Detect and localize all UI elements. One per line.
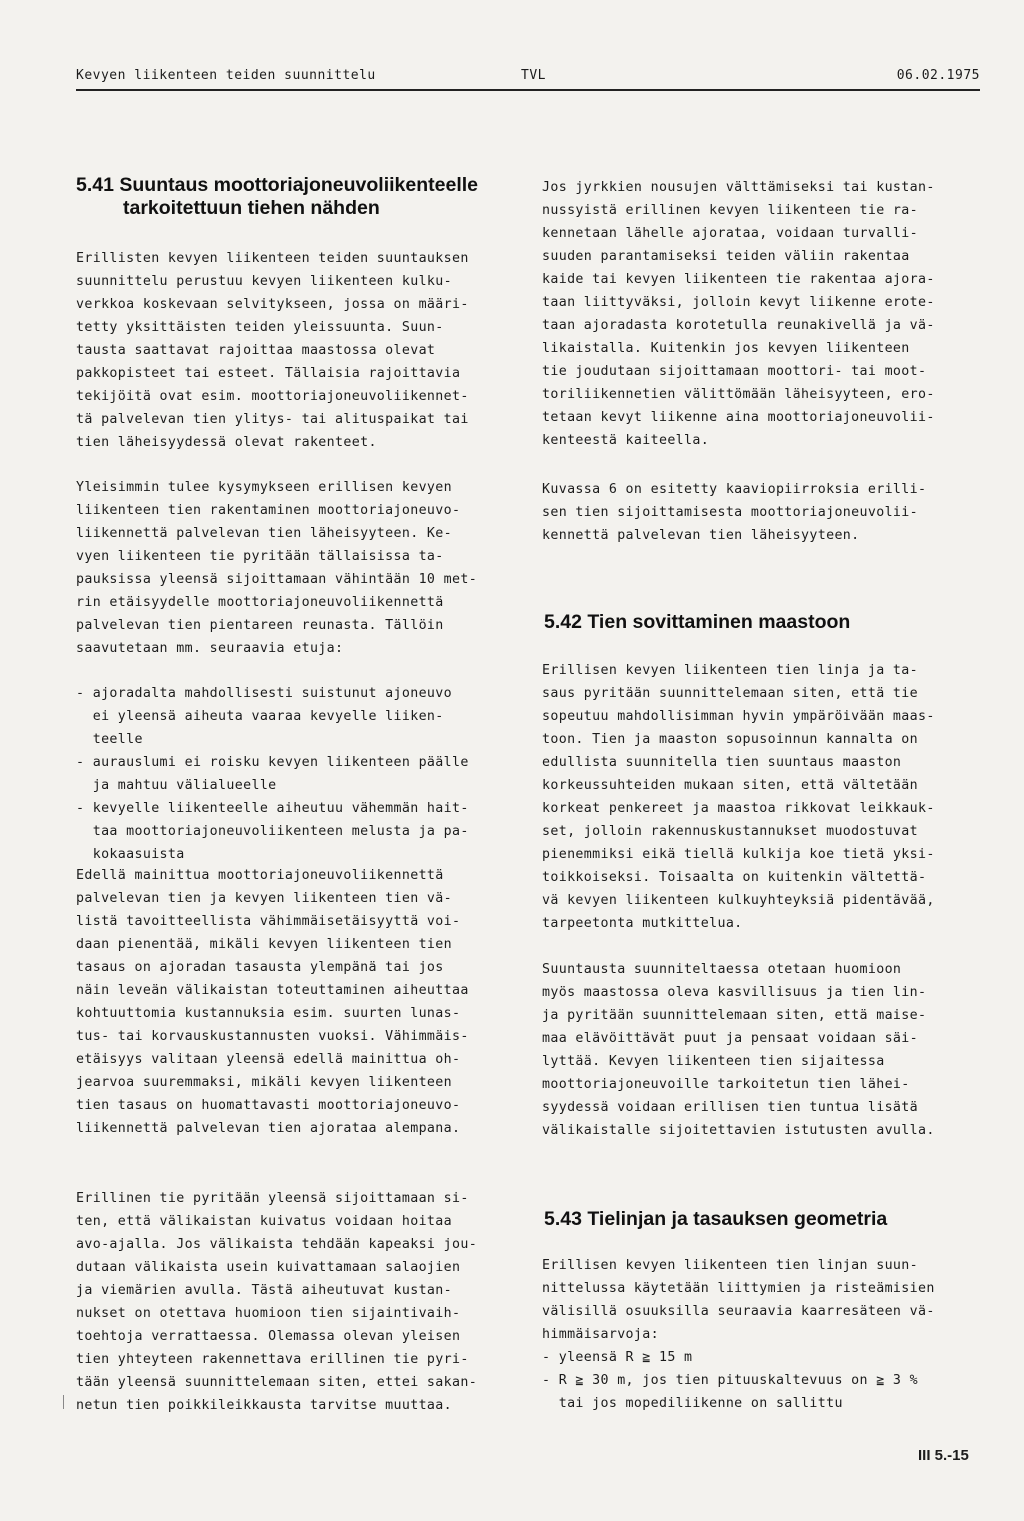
- text-line: nittelussa käytetään liittymien ja risteämisien: [542, 1281, 935, 1296]
- text-line: set, jolloin rakennuskustannukset muodostuvat: [542, 824, 918, 839]
- text-line: listä tavoitteellista vähimmäisetäisyyttä voi-: [76, 914, 461, 929]
- header-date: 06.02.1975: [896, 68, 980, 83]
- text-line: taa moottoriajoneuvoliikenteen melusta ja pa-: [76, 824, 469, 839]
- text-line: Erillinen tie pyritään yleensä sijoittamaan si-: [76, 1191, 469, 1206]
- text-line: palvelevan tien ja kevyen liikenteen tien vä-: [76, 891, 452, 906]
- text-line: myös maastossa oleva kasvillisuus ja tien lin-: [542, 985, 927, 1000]
- text-line: sen tien sijoittamisesta moottoriajoneuvolii-: [542, 505, 918, 520]
- text-line: kohtuuttomia kustannuksia esim. suurten lunas-: [76, 1006, 461, 1021]
- header-organization: TVL: [521, 68, 546, 83]
- text-line: daan pienentää, mikäli kevyen liikenteen tien: [76, 937, 452, 952]
- text-line: syydessä voidaan erillisen tien tuntua lisätä: [542, 1100, 918, 1115]
- text-line: Kuvassa 6 on esitetty kaaviopiirroksia erilli-: [542, 482, 927, 497]
- text-line: suuden parantamiseksi teiden väliin rakentaa: [542, 249, 910, 264]
- text-line: kokaasuista: [76, 847, 185, 862]
- text-line: lyttää. Kevyen liikenteen tien sijaitessa: [542, 1054, 885, 1069]
- text-line: teelle: [76, 732, 143, 747]
- text-line: avo-ajalla. Jos välikaista tehdään kapeaksi jou-: [76, 1237, 478, 1252]
- text-line: nukset on otettava huomioon tien sijaintivaih-: [76, 1306, 461, 1321]
- header-document-title: Kevyen liikenteen teiden suunnittelu: [76, 68, 376, 83]
- text-line: näin leveän välikaistan toteuttaminen aiheuttaa: [76, 983, 469, 998]
- text-line: saavutetaan mm. seuraavia etuja:: [76, 641, 344, 656]
- text-line: tus- tai korvauskustannusten vuoksi. Vähimmäis-: [76, 1029, 469, 1044]
- text-line: Jos jyrkkien nousujen välttämiseksi tai kustan-: [542, 180, 935, 195]
- text-line: vyen liikenteen tie pyritään tällaisissa ta-: [76, 549, 444, 564]
- text-line: nussyistä erillinen kevyen liikenteen tie ra-: [542, 203, 918, 218]
- heading-5-41: [76, 174, 478, 220]
- text-line: tään yleensä suunnittelemaan siten, ettei sakan-: [76, 1375, 478, 1390]
- text-line: - R ≧ 30 m, jos tien pituuskaltevuus on ≧ 3 %: [542, 1373, 918, 1388]
- text-line: liikennettä palvelevan tien ajorataa alempana.: [76, 1121, 461, 1136]
- text-line: kenteestä kaiteella.: [542, 433, 710, 448]
- text-line: Yleisimmin tulee kysymykseen erillisen kevyen: [76, 480, 452, 495]
- text-line: moottoriajoneuvoille tarkoitetun tien lähei-: [542, 1077, 910, 1092]
- text-line: tausta saattavat rajoittaa maastossa olevat: [76, 343, 436, 358]
- text-line: taan liittyväksi, jolloin kevyt liikenne erote-: [542, 295, 935, 310]
- text-line: sopeutuu mahdollisimman hyvin ympäröivään maas-: [542, 709, 935, 724]
- text-line: kennetaan lähelle ajorataa, voidaan turvalli-: [542, 226, 918, 241]
- text-line: kaide tai kevyen liikenteen tie rakentaa ajora-: [542, 272, 935, 287]
- text-line: tai jos mopediliikenne on sallittu: [542, 1396, 843, 1411]
- text-line: liikennettä palvelevan tien läheisyyteen. Ke-: [76, 526, 452, 541]
- text-line: pauksissa yleensä sijoittamaan vähintään 10 met-: [76, 572, 478, 587]
- heading-5-41-line2: tarkoitettuun tiehen nähden: [123, 197, 380, 219]
- text-line: saus pyritään suunnittelemaan siten, että tie: [542, 686, 918, 701]
- text-line: vä kevyen liikenteen kulkuyhteyksiä pidentävää,: [542, 893, 935, 908]
- text-line: tien tasaus on huomattavasti moottoriajoneuvo-: [76, 1098, 461, 1113]
- text-line: toikkoiseksi. Toisaalta on kuitenkin vältettä-: [542, 870, 927, 885]
- text-line: Erillisen kevyen liikenteen tien linja ja ta-: [542, 663, 918, 678]
- text-line: tetaan kevyt liikenne aina moottoriajoneuvolii-: [542, 410, 935, 425]
- text-line: ja pyritään suunnittelemaan siten, että maise-: [542, 1008, 927, 1023]
- text-line: maa elävöittävät puut ja pensaat voidaan säi-: [542, 1031, 918, 1046]
- text-line: tarpeetonta mutkittelua.: [542, 916, 743, 931]
- text-line: etäisyys valitaan yleensä edellä mainittua oh-: [76, 1052, 461, 1067]
- text-line: liikenteen tien rakentaminen moottoriajoneuvo-: [76, 503, 461, 518]
- text-line: pakkopisteet tai esteet. Tällaisia rajoittavia: [76, 366, 461, 381]
- text-line: välisillä osuuksilla seuraavia kaarresäteen vä-: [542, 1304, 935, 1319]
- text-line: ja viemärien avulla. Tästä aiheutuvat kustan-: [76, 1283, 452, 1298]
- text-line: - ajoradalta mahdollisesti suistunut ajoneuvo: [76, 686, 452, 701]
- text-line: tä palvelevan tien ylitys- tai alituspaikat tai: [76, 412, 469, 427]
- text-line: tetty yksittäisten teiden yleissuunta. Suun-: [76, 320, 444, 335]
- text-line: dutaan välikaista usein kuivattamaan salaojien: [76, 1260, 461, 1275]
- text-line: tasaus on ajoradan tasausta ylempänä tai jos: [76, 960, 444, 975]
- text-line: tien läheisyydessä olevat rakenteet.: [76, 435, 377, 450]
- text-line: verkkoa koskevaan selvitykseen, jossa on määri-: [76, 297, 469, 312]
- text-line: suunnittelu perustuu kevyen liikenteen kulku-: [76, 274, 452, 289]
- text-line: ei yleensä aiheuta vaaraa kevyelle liiken-: [76, 709, 444, 724]
- text-line: Erillisten kevyen liikenteen teiden suuntauksen: [76, 251, 469, 266]
- text-line: kennettä palvelevan tien läheisyyteen.: [542, 528, 860, 543]
- text-line: ja mahtuu välialueelle: [76, 778, 277, 793]
- margin-mark: [63, 1395, 64, 1409]
- text-line: tien yhteyteen rakennettava erillinen tie pyri-: [76, 1352, 469, 1367]
- heading-5-42: 5.42 Tien sovittaminen maastoon: [544, 611, 851, 633]
- text-line: - kevyelle liikenteelle aiheutuu vähemmän hait-: [76, 801, 469, 816]
- text-line: Suuntausta suunniteltaessa otetaan huomioon: [542, 962, 902, 977]
- text-line: netun tien poikkileikkausta tarvitse muuttaa.: [76, 1398, 452, 1413]
- text-line: taan ajoradasta korotetulla reunakivellä ja vä-: [542, 318, 935, 333]
- text-line: korkeat penkereet ja maastoa rikkovat leikkauk-: [542, 801, 935, 816]
- text-line: toriliikennetien välittömään läheisyyteen, ero-: [542, 387, 935, 402]
- text-line: tekijöitä ovat esim. moottoriajoneuvoliikennet-: [76, 389, 469, 404]
- heading-5-43: 5.43 Tielinjan ja tasauksen geometria: [544, 1208, 888, 1230]
- text-line: välikaistalle sijoitettavien istutusten avulla.: [542, 1123, 935, 1138]
- text-line: - aurauslumi ei roisku kevyen liikenteen päälle: [76, 755, 469, 770]
- header-rule: [76, 89, 980, 91]
- text-line: - yleensä R ≧ 15 m: [542, 1350, 693, 1365]
- text-line: rin etäisyydelle moottoriajoneuvoliikennettä: [76, 595, 444, 610]
- text-line: pienemmiksi eikä tiellä kulkija koe tietä yksi-: [542, 847, 935, 862]
- text-line: himmäisarvoja:: [542, 1327, 659, 1342]
- text-line: palvelevan tien pientareen reunasta. Tällöin: [76, 618, 444, 633]
- heading-5-41-line1: 5.41 Suuntaus moottoriajoneuvoliikenteelle: [76, 174, 479, 196]
- text-line: Erillisen kevyen liikenteen tien linjan suun-: [542, 1258, 918, 1273]
- text-line: Edellä mainittua moottoriajoneuvoliikennettä: [76, 868, 444, 883]
- text-line: ten, että välikaistan kuivatus voidaan hoitaa: [76, 1214, 452, 1229]
- text-line: toehtoja verrattaessa. Olemassa olevan yleisen: [76, 1329, 461, 1344]
- page-header: [76, 66, 980, 90]
- page-number: III 5.-15: [918, 1447, 969, 1464]
- text-line: toon. Tien ja maaston sopusoinnun kannalta on: [542, 732, 918, 747]
- text-line: jearvoa suuremmaksi, mikäli kevyen liikenteen: [76, 1075, 452, 1090]
- text-line: tie joudutaan sijoittamaan moottori- tai moot-: [542, 364, 927, 379]
- text-line: edullista suunnitella tien suuntaus maaston: [542, 755, 902, 770]
- text-line: likaistalla. Kuitenkin jos kevyen liikenteen: [542, 341, 910, 356]
- text-line: korkeussuhteiden mukaan siten, että vältetään: [542, 778, 918, 793]
